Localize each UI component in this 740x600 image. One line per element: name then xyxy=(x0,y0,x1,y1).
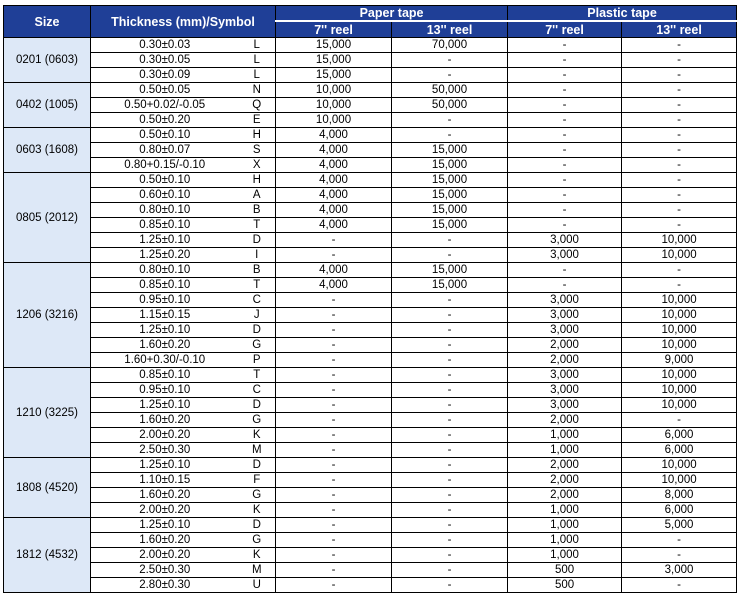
paper-13-reel-cell: - xyxy=(392,578,508,593)
plastic-7-reel-cell: 3,000 xyxy=(508,308,622,323)
symbol-cell: A xyxy=(239,188,276,203)
plastic-7-reel-cell: 500 xyxy=(508,563,622,578)
thickness-cell: 0.50+0.02/-0.05 xyxy=(91,98,239,113)
paper-13-reel-cell: - xyxy=(392,533,508,548)
header-paper-13-reel: 13'' reel xyxy=(392,21,508,38)
symbol-cell: B xyxy=(239,203,276,218)
plastic-13-reel-cell: - xyxy=(622,188,737,203)
plastic-7-reel-cell: 1,000 xyxy=(508,548,622,563)
table-row xyxy=(4,128,737,143)
paper-13-reel-cell: - xyxy=(392,398,508,413)
thickness-cell: 0.30±0.05 xyxy=(91,53,239,68)
symbol-cell: D xyxy=(239,323,276,338)
symbol-cell: S xyxy=(239,143,276,158)
plastic-13-reel-cell: - xyxy=(622,53,737,68)
plastic-13-reel-cell: 8,000 xyxy=(622,488,737,503)
thickness-cell: 0.60±0.10 xyxy=(91,188,239,203)
symbol-cell: T xyxy=(239,278,276,293)
table-row xyxy=(4,248,737,263)
header-size: Size xyxy=(4,6,91,38)
plastic-13-reel-cell: 10,000 xyxy=(622,308,737,323)
paper-13-reel-cell: - xyxy=(392,323,508,338)
plastic-13-reel-cell: - xyxy=(622,83,737,98)
thickness-cell: 1.25±0.10 xyxy=(91,233,239,248)
symbol-cell: G xyxy=(239,338,276,353)
plastic-13-reel-cell: 10,000 xyxy=(622,293,737,308)
plastic-7-reel-cell: 3,000 xyxy=(508,233,622,248)
paper-13-reel-cell: 70,000 xyxy=(392,38,508,53)
header-plastic-13-reel: 13'' reel xyxy=(622,21,737,38)
thickness-cell: 0.85±0.10 xyxy=(91,278,239,293)
thickness-cell: 2.80±0.30 xyxy=(91,578,239,593)
symbol-cell: E xyxy=(239,113,276,128)
table-body xyxy=(4,38,737,593)
thickness-cell: 1.60±0.20 xyxy=(91,488,239,503)
paper-7-reel-cell: - xyxy=(276,323,392,338)
symbol-cell: H xyxy=(239,173,276,188)
header-plastic-tape: Plastic tape xyxy=(508,6,737,22)
table-row xyxy=(4,188,737,203)
symbol-cell: L xyxy=(239,68,276,83)
plastic-13-reel-cell: 10,000 xyxy=(622,338,737,353)
paper-7-reel-cell: - xyxy=(276,293,392,308)
plastic-7-reel-cell: 2,000 xyxy=(508,488,622,503)
plastic-7-reel-cell: - xyxy=(508,263,622,278)
paper-7-reel-cell: - xyxy=(276,548,392,563)
plastic-7-reel-cell: - xyxy=(508,173,622,188)
thickness-cell: 1.25±0.10 xyxy=(91,518,239,533)
paper-7-reel-cell: - xyxy=(276,353,392,368)
thickness-cell: 2.00±0.20 xyxy=(91,428,239,443)
table-row xyxy=(4,98,737,113)
table-row xyxy=(4,293,737,308)
plastic-7-reel-cell: 2,000 xyxy=(508,458,622,473)
table-row xyxy=(4,413,737,428)
thickness-cell: 0.30±0.09 xyxy=(91,68,239,83)
table-row xyxy=(4,113,737,128)
paper-7-reel-cell: 4,000 xyxy=(276,158,392,173)
paper-13-reel-cell: - xyxy=(392,548,508,563)
table-row xyxy=(4,443,737,458)
plastic-7-reel-cell: 3,000 xyxy=(508,248,622,263)
packaging-quantity-table xyxy=(3,5,737,593)
thickness-cell: 0.80±0.10 xyxy=(91,263,239,278)
table-row xyxy=(4,308,737,323)
plastic-7-reel-cell: 3,000 xyxy=(508,323,622,338)
table-row xyxy=(4,263,737,278)
paper-7-reel-cell: - xyxy=(276,368,392,383)
thickness-cell: 0.85±0.10 xyxy=(91,218,239,233)
plastic-13-reel-cell: - xyxy=(622,578,737,593)
plastic-7-reel-cell: 2,000 xyxy=(508,338,622,353)
plastic-13-reel-cell: 9,000 xyxy=(622,353,737,368)
paper-7-reel-cell: - xyxy=(276,398,392,413)
size-cell: 0603 (1608) xyxy=(4,128,91,173)
thickness-cell: 0.50±0.10 xyxy=(91,128,239,143)
symbol-cell: G xyxy=(239,413,276,428)
plastic-7-reel-cell: 1,000 xyxy=(508,443,622,458)
size-cell: 1808 (4520) xyxy=(4,458,91,518)
symbol-cell: G xyxy=(239,488,276,503)
thickness-cell: 1.60±0.20 xyxy=(91,533,239,548)
table-row xyxy=(4,203,737,218)
plastic-13-reel-cell: 10,000 xyxy=(622,233,737,248)
paper-7-reel-cell: - xyxy=(276,413,392,428)
paper-13-reel-cell: - xyxy=(392,248,508,263)
plastic-7-reel-cell: 1,000 xyxy=(508,533,622,548)
symbol-cell: X xyxy=(239,158,276,173)
size-cell: 0201 (0603) xyxy=(4,38,91,83)
plastic-7-reel-cell: 500 xyxy=(508,578,622,593)
paper-13-reel-cell: 50,000 xyxy=(392,83,508,98)
thickness-cell: 1.25±0.10 xyxy=(91,458,239,473)
paper-7-reel-cell: - xyxy=(276,503,392,518)
symbol-cell: N xyxy=(239,83,276,98)
paper-13-reel-cell: 15,000 xyxy=(392,188,508,203)
plastic-7-reel-cell: 1,000 xyxy=(508,428,622,443)
table-row xyxy=(4,518,737,533)
header-paper-7-reel: 7'' reel xyxy=(276,21,392,38)
paper-13-reel-cell: - xyxy=(392,233,508,248)
thickness-cell: 0.50±0.10 xyxy=(91,173,239,188)
plastic-13-reel-cell: - xyxy=(622,113,737,128)
size-cell: 0402 (1005) xyxy=(4,83,91,128)
paper-7-reel-cell: 4,000 xyxy=(276,278,392,293)
table-header xyxy=(4,6,737,38)
table-row xyxy=(4,383,737,398)
paper-13-reel-cell: 15,000 xyxy=(392,263,508,278)
paper-13-reel-cell: - xyxy=(392,308,508,323)
thickness-cell: 0.95±0.10 xyxy=(91,293,239,308)
plastic-13-reel-cell: 10,000 xyxy=(622,323,737,338)
table-row xyxy=(4,398,737,413)
paper-13-reel-cell: 15,000 xyxy=(392,173,508,188)
packaging-table-container xyxy=(3,5,736,593)
paper-13-reel-cell: - xyxy=(392,368,508,383)
paper-7-reel-cell: 4,000 xyxy=(276,188,392,203)
plastic-7-reel-cell: 3,000 xyxy=(508,368,622,383)
plastic-7-reel-cell: 2,000 xyxy=(508,413,622,428)
plastic-7-reel-cell: - xyxy=(508,83,622,98)
plastic-7-reel-cell: 2,000 xyxy=(508,353,622,368)
thickness-cell: 1.25±0.10 xyxy=(91,398,239,413)
paper-13-reel-cell: 15,000 xyxy=(392,203,508,218)
plastic-7-reel-cell: 3,000 xyxy=(508,398,622,413)
paper-7-reel-cell: - xyxy=(276,308,392,323)
plastic-7-reel-cell: - xyxy=(508,158,622,173)
table-row xyxy=(4,38,737,53)
symbol-cell: L xyxy=(239,53,276,68)
paper-13-reel-cell: - xyxy=(392,128,508,143)
paper-7-reel-cell: 4,000 xyxy=(276,203,392,218)
paper-7-reel-cell: 10,000 xyxy=(276,98,392,113)
plastic-7-reel-cell: - xyxy=(508,128,622,143)
thickness-cell: 0.50±0.05 xyxy=(91,83,239,98)
table-row xyxy=(4,278,737,293)
thickness-cell: 0.30±0.03 xyxy=(91,38,239,53)
plastic-13-reel-cell: - xyxy=(622,533,737,548)
thickness-cell: 1.60±0.20 xyxy=(91,413,239,428)
plastic-13-reel-cell: - xyxy=(622,98,737,113)
paper-7-reel-cell: - xyxy=(276,233,392,248)
symbol-cell: H xyxy=(239,128,276,143)
thickness-cell: 2.50±0.30 xyxy=(91,563,239,578)
paper-7-reel-cell: 4,000 xyxy=(276,128,392,143)
symbol-cell: M xyxy=(239,563,276,578)
plastic-7-reel-cell: - xyxy=(508,203,622,218)
paper-13-reel-cell: - xyxy=(392,428,508,443)
table-row xyxy=(4,458,737,473)
paper-7-reel-cell: 4,000 xyxy=(276,218,392,233)
paper-7-reel-cell: 4,000 xyxy=(276,173,392,188)
paper-13-reel-cell: - xyxy=(392,518,508,533)
table-row xyxy=(4,53,737,68)
paper-13-reel-cell: 15,000 xyxy=(392,143,508,158)
thickness-cell: 0.80±0.10 xyxy=(91,203,239,218)
symbol-cell: D xyxy=(239,233,276,248)
plastic-7-reel-cell: - xyxy=(508,188,622,203)
plastic-7-reel-cell: 3,000 xyxy=(508,293,622,308)
plastic-7-reel-cell: - xyxy=(508,218,622,233)
plastic-13-reel-cell: 10,000 xyxy=(622,398,737,413)
paper-7-reel-cell: - xyxy=(276,248,392,263)
symbol-cell: D xyxy=(239,518,276,533)
paper-7-reel-cell: 15,000 xyxy=(276,38,392,53)
table-row xyxy=(4,488,737,503)
paper-7-reel-cell: - xyxy=(276,473,392,488)
plastic-13-reel-cell: - xyxy=(622,203,737,218)
thickness-cell: 1.60+0.30/-0.10 xyxy=(91,353,239,368)
paper-13-reel-cell: - xyxy=(392,413,508,428)
thickness-cell: 2.50±0.30 xyxy=(91,443,239,458)
size-cell: 0805 (2012) xyxy=(4,173,91,263)
header-thickness-symbol: Thickness (mm)/Symbol xyxy=(91,6,276,38)
symbol-cell: G xyxy=(239,533,276,548)
thickness-cell: 1.10±0.15 xyxy=(91,473,239,488)
thickness-cell: 2.00±0.20 xyxy=(91,548,239,563)
thickness-cell: 0.80+0.15/-0.10 xyxy=(91,158,239,173)
paper-13-reel-cell: 50,000 xyxy=(392,98,508,113)
table-row xyxy=(4,428,737,443)
symbol-cell: P xyxy=(239,353,276,368)
plastic-7-reel-cell: 1,000 xyxy=(508,518,622,533)
thickness-cell: 1.60±0.20 xyxy=(91,338,239,353)
plastic-13-reel-cell: - xyxy=(622,143,737,158)
symbol-cell: F xyxy=(239,473,276,488)
thickness-cell: 1.25±0.10 xyxy=(91,323,239,338)
table-row xyxy=(4,338,737,353)
symbol-cell: K xyxy=(239,428,276,443)
paper-13-reel-cell: - xyxy=(392,353,508,368)
plastic-13-reel-cell: 6,000 xyxy=(622,428,737,443)
paper-7-reel-cell: - xyxy=(276,488,392,503)
thickness-cell: 0.95±0.10 xyxy=(91,383,239,398)
plastic-13-reel-cell: 6,000 xyxy=(622,503,737,518)
plastic-13-reel-cell: - xyxy=(622,218,737,233)
plastic-13-reel-cell: - xyxy=(622,263,737,278)
plastic-13-reel-cell: 10,000 xyxy=(622,458,737,473)
paper-13-reel-cell: - xyxy=(392,443,508,458)
plastic-7-reel-cell: 2,000 xyxy=(508,473,622,488)
paper-13-reel-cell: - xyxy=(392,113,508,128)
table-row xyxy=(4,158,737,173)
plastic-7-reel-cell: 1,000 xyxy=(508,503,622,518)
paper-7-reel-cell: - xyxy=(276,578,392,593)
paper-13-reel-cell: 15,000 xyxy=(392,278,508,293)
paper-7-reel-cell: - xyxy=(276,563,392,578)
symbol-cell: D xyxy=(239,458,276,473)
plastic-13-reel-cell: - xyxy=(622,173,737,188)
table-row xyxy=(4,323,737,338)
plastic-13-reel-cell: 10,000 xyxy=(622,383,737,398)
paper-13-reel-cell: - xyxy=(392,383,508,398)
thickness-cell: 2.00±0.20 xyxy=(91,503,239,518)
symbol-cell: M xyxy=(239,443,276,458)
plastic-13-reel-cell: - xyxy=(622,128,737,143)
table-row xyxy=(4,503,737,518)
plastic-7-reel-cell: - xyxy=(508,53,622,68)
paper-13-reel-cell: 15,000 xyxy=(392,218,508,233)
symbol-cell: I xyxy=(239,248,276,263)
paper-7-reel-cell: 10,000 xyxy=(276,113,392,128)
size-cell: 1206 (3216) xyxy=(4,263,91,368)
thickness-cell: 0.50±0.20 xyxy=(91,113,239,128)
table-row xyxy=(4,173,737,188)
plastic-13-reel-cell: - xyxy=(622,68,737,83)
paper-7-reel-cell: - xyxy=(276,533,392,548)
symbol-cell: K xyxy=(239,503,276,518)
paper-13-reel-cell: - xyxy=(392,53,508,68)
plastic-7-reel-cell: - xyxy=(508,68,622,83)
symbol-cell: U xyxy=(239,578,276,593)
paper-13-reel-cell: - xyxy=(392,473,508,488)
paper-13-reel-cell: - xyxy=(392,563,508,578)
symbol-cell: Q xyxy=(239,98,276,113)
paper-7-reel-cell: 15,000 xyxy=(276,68,392,83)
plastic-13-reel-cell: 6,000 xyxy=(622,443,737,458)
paper-7-reel-cell: - xyxy=(276,518,392,533)
plastic-13-reel-cell: 10,000 xyxy=(622,248,737,263)
plastic-13-reel-cell: 10,000 xyxy=(622,473,737,488)
paper-13-reel-cell: - xyxy=(392,338,508,353)
paper-7-reel-cell: 10,000 xyxy=(276,83,392,98)
paper-13-reel-cell: - xyxy=(392,503,508,518)
symbol-cell: C xyxy=(239,383,276,398)
plastic-13-reel-cell: 5,000 xyxy=(622,518,737,533)
plastic-7-reel-cell: - xyxy=(508,278,622,293)
table-row xyxy=(4,368,737,383)
plastic-13-reel-cell: - xyxy=(622,38,737,53)
paper-13-reel-cell: - xyxy=(392,488,508,503)
table-row xyxy=(4,533,737,548)
symbol-cell: L xyxy=(239,38,276,53)
paper-7-reel-cell: - xyxy=(276,443,392,458)
thickness-cell: 1.25±0.20 xyxy=(91,248,239,263)
table-row xyxy=(4,473,737,488)
plastic-13-reel-cell: - xyxy=(622,278,737,293)
plastic-7-reel-cell: - xyxy=(508,98,622,113)
symbol-cell: T xyxy=(239,218,276,233)
paper-7-reel-cell: 4,000 xyxy=(276,143,392,158)
paper-7-reel-cell: 4,000 xyxy=(276,263,392,278)
symbol-cell: J xyxy=(239,308,276,323)
paper-13-reel-cell: - xyxy=(392,68,508,83)
table-row xyxy=(4,233,737,248)
table-row xyxy=(4,218,737,233)
paper-7-reel-cell: - xyxy=(276,458,392,473)
header-paper-tape: Paper tape xyxy=(276,6,508,22)
plastic-13-reel-cell: - xyxy=(622,413,737,428)
table-row xyxy=(4,143,737,158)
thickness-cell: 0.85±0.10 xyxy=(91,368,239,383)
plastic-13-reel-cell: - xyxy=(622,158,737,173)
paper-13-reel-cell: 15,000 xyxy=(392,158,508,173)
table-row xyxy=(4,548,737,563)
paper-7-reel-cell: - xyxy=(276,428,392,443)
plastic-7-reel-cell: - xyxy=(508,113,622,128)
plastic-13-reel-cell: - xyxy=(622,548,737,563)
size-cell: 1210 (3225) xyxy=(4,368,91,458)
table-row xyxy=(4,563,737,578)
symbol-cell: B xyxy=(239,263,276,278)
plastic-7-reel-cell: 3,000 xyxy=(508,383,622,398)
symbol-cell: K xyxy=(239,548,276,563)
symbol-cell: D xyxy=(239,398,276,413)
paper-7-reel-cell: 15,000 xyxy=(276,53,392,68)
paper-7-reel-cell: - xyxy=(276,383,392,398)
size-cell: 1812 (4532) xyxy=(4,518,91,593)
paper-13-reel-cell: - xyxy=(392,458,508,473)
plastic-7-reel-cell: - xyxy=(508,143,622,158)
table-row xyxy=(4,68,737,83)
table-row xyxy=(4,578,737,593)
plastic-13-reel-cell: 3,000 xyxy=(622,563,737,578)
thickness-cell: 1.15±0.15 xyxy=(91,308,239,323)
plastic-7-reel-cell: - xyxy=(508,38,622,53)
paper-7-reel-cell: - xyxy=(276,338,392,353)
symbol-cell: T xyxy=(239,368,276,383)
table-row xyxy=(4,353,737,368)
header-plastic-7-reel: 7'' reel xyxy=(508,21,622,38)
table-row xyxy=(4,83,737,98)
thickness-cell: 0.80±0.07 xyxy=(91,143,239,158)
plastic-13-reel-cell: 10,000 xyxy=(622,368,737,383)
paper-13-reel-cell: - xyxy=(392,293,508,308)
symbol-cell: C xyxy=(239,293,276,308)
